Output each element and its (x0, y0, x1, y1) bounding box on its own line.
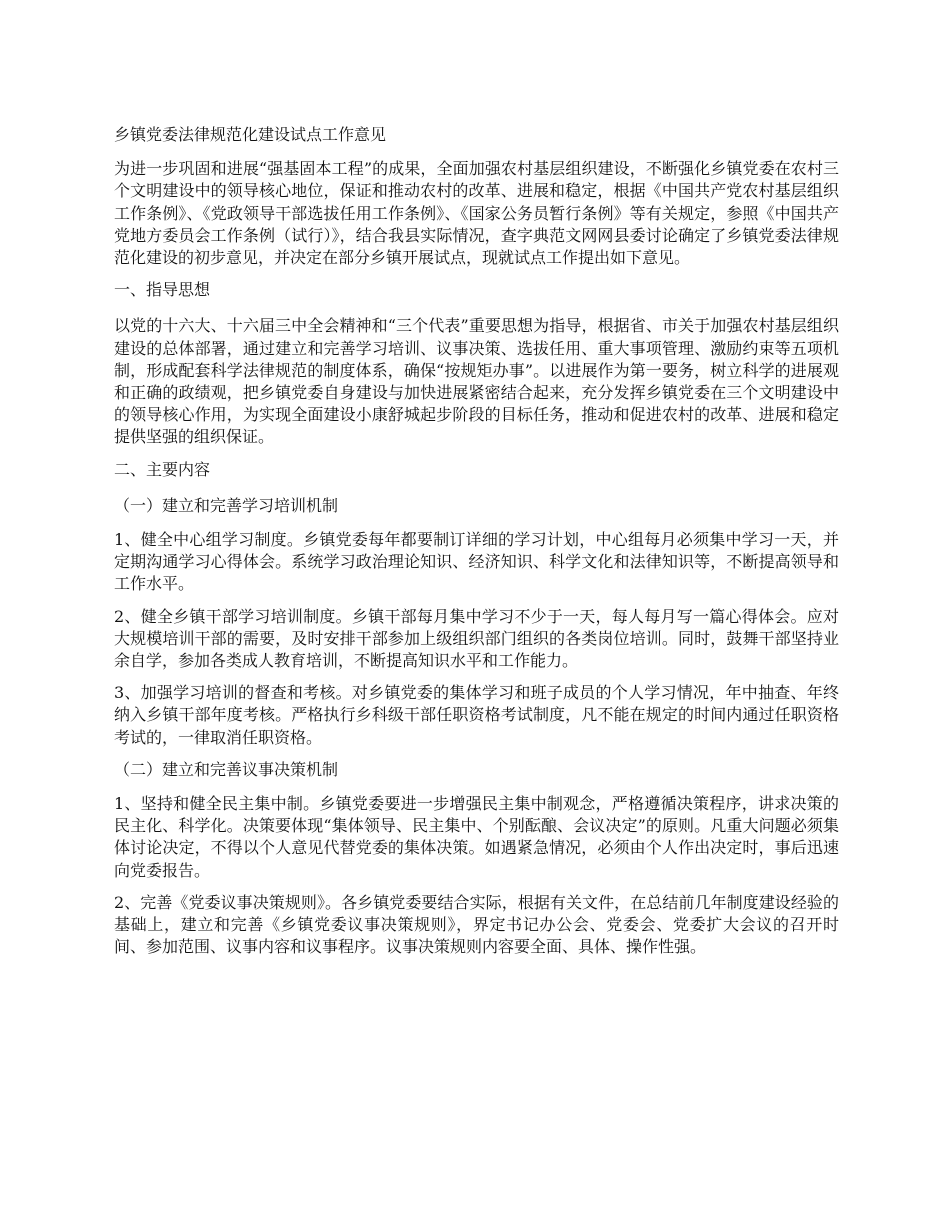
subsection-heading-training: （一）建立和完善学习培训机制 (114, 495, 339, 515)
training-item-3: 3、加强学习培训的督查和考核。对乡镇党委的集体学习和班子成员的个人学习情况，年中抽查、年终纳入乡镇干部年度考核。严格执行乡科级干部任职资格考试制度，凡不能在规定的时间内通过任职资格考试的，一律取消任职资格。 (114, 683, 839, 747)
intro-paragraph: 为进一步巩固和进展“强基固本工程”的成果，全面加强农村基层组织建设，不断强化乡镇党委在农村三个文明建设中的领导核心地位，保证和推动农村的改革、进展和稳定，根据《中国共产党农村基层组织工作条例》、《党政领导干部选拔任用工作条例》、《国家公务员暂行条例》等有关规定，参照《中国共产党地方委员会工作条例（试行）》，结合我县实际情况，查字典范文网网县委讨论确定了乡镇党委法律规范化建设的初步意见，并决定在部分乡镇开展试点，现就试点工作提出如下意见。 (114, 159, 839, 268)
training-item-2: 2、健全乡镇干部学习培训制度。乡镇干部每月集中学习不少于一天，每人每月写一篇心得体会。应对大规模培训干部的需要，及时安排干部参加上级组织部门组织的各类岗位培训。同时，鼓舞干部坚持业余自学，参加各类成人教育培训，不断提高知识水平和工作能力。 (114, 606, 839, 671)
section-guiding-ideology-paragraph: 以党的十六大、十六届三中全会精神和“三个代表”重要思想为指导，根据省、市关于加强农村基层组织建设的总体部署，通过建立和完善学习培训、议事决策、选拔任用、重大事项管理、激励约束等五项机制，形成配套科学法律规范的制度体系，确保“按规矩办事”。以进展作为第一要务，树立科学的进展观和正确的政绩观，把乡镇党委自身建设与加快进展紧密结合起来，充分发挥乡镇党委在三个文明建设中的领导核心作用，为实现全面建设小康舒城起步阶段的目标任务，推动和促进农村的改革、进展和稳定提供坚强的组织保证。 (114, 316, 839, 447)
decision-item-2: 2、完善《党委议事决策规则》。各乡镇党委要结合实际，根据有关文件，在总结前几年制度建设经验的基础上，建立和完善《乡镇党委议事决策规则》，界定书记办公会、党委会、党委扩大会议的召开时间、参加范围、议事内容和议事程序。议事决策规则内容要全面、具体、操作性强。 (114, 892, 839, 957)
document-title: 乡镇党委法律规范化建设试点工作意见 (114, 125, 387, 144)
section-heading-guiding-ideology: 一、指导思想 (114, 280, 211, 300)
training-item-1: 1、健全中心组学习制度。乡镇党委每年都要制订详细的学习计划，中心组每月必须集中学习一天，并定期沟通学习心得体会。系统学习政治理论知识、经济知识、科学文化和法律知识等，不断提高领导和工作水平。 (114, 530, 839, 594)
decision-item-1: 1、坚持和健全民主集中制。乡镇党委要进一步增强民主集中制观念，严格遵循决策程序，讲求决策的民主化、科学化。决策要体现“集体领导、民主集中、个别酝酿、会议决定”的原则。凡重大问题必须集体讨论决定，不得以个人意见代替党委的集体决策。如遇紧急情况，必须由个人作出决定时，事后迅速向党委报告。 (114, 794, 839, 880)
document-body (114, 124, 839, 969)
subsection-heading-decision: （二）建立和完善议事决策机制 (114, 759, 339, 779)
section-heading-main-content: 二、主要内容 (114, 459, 211, 479)
